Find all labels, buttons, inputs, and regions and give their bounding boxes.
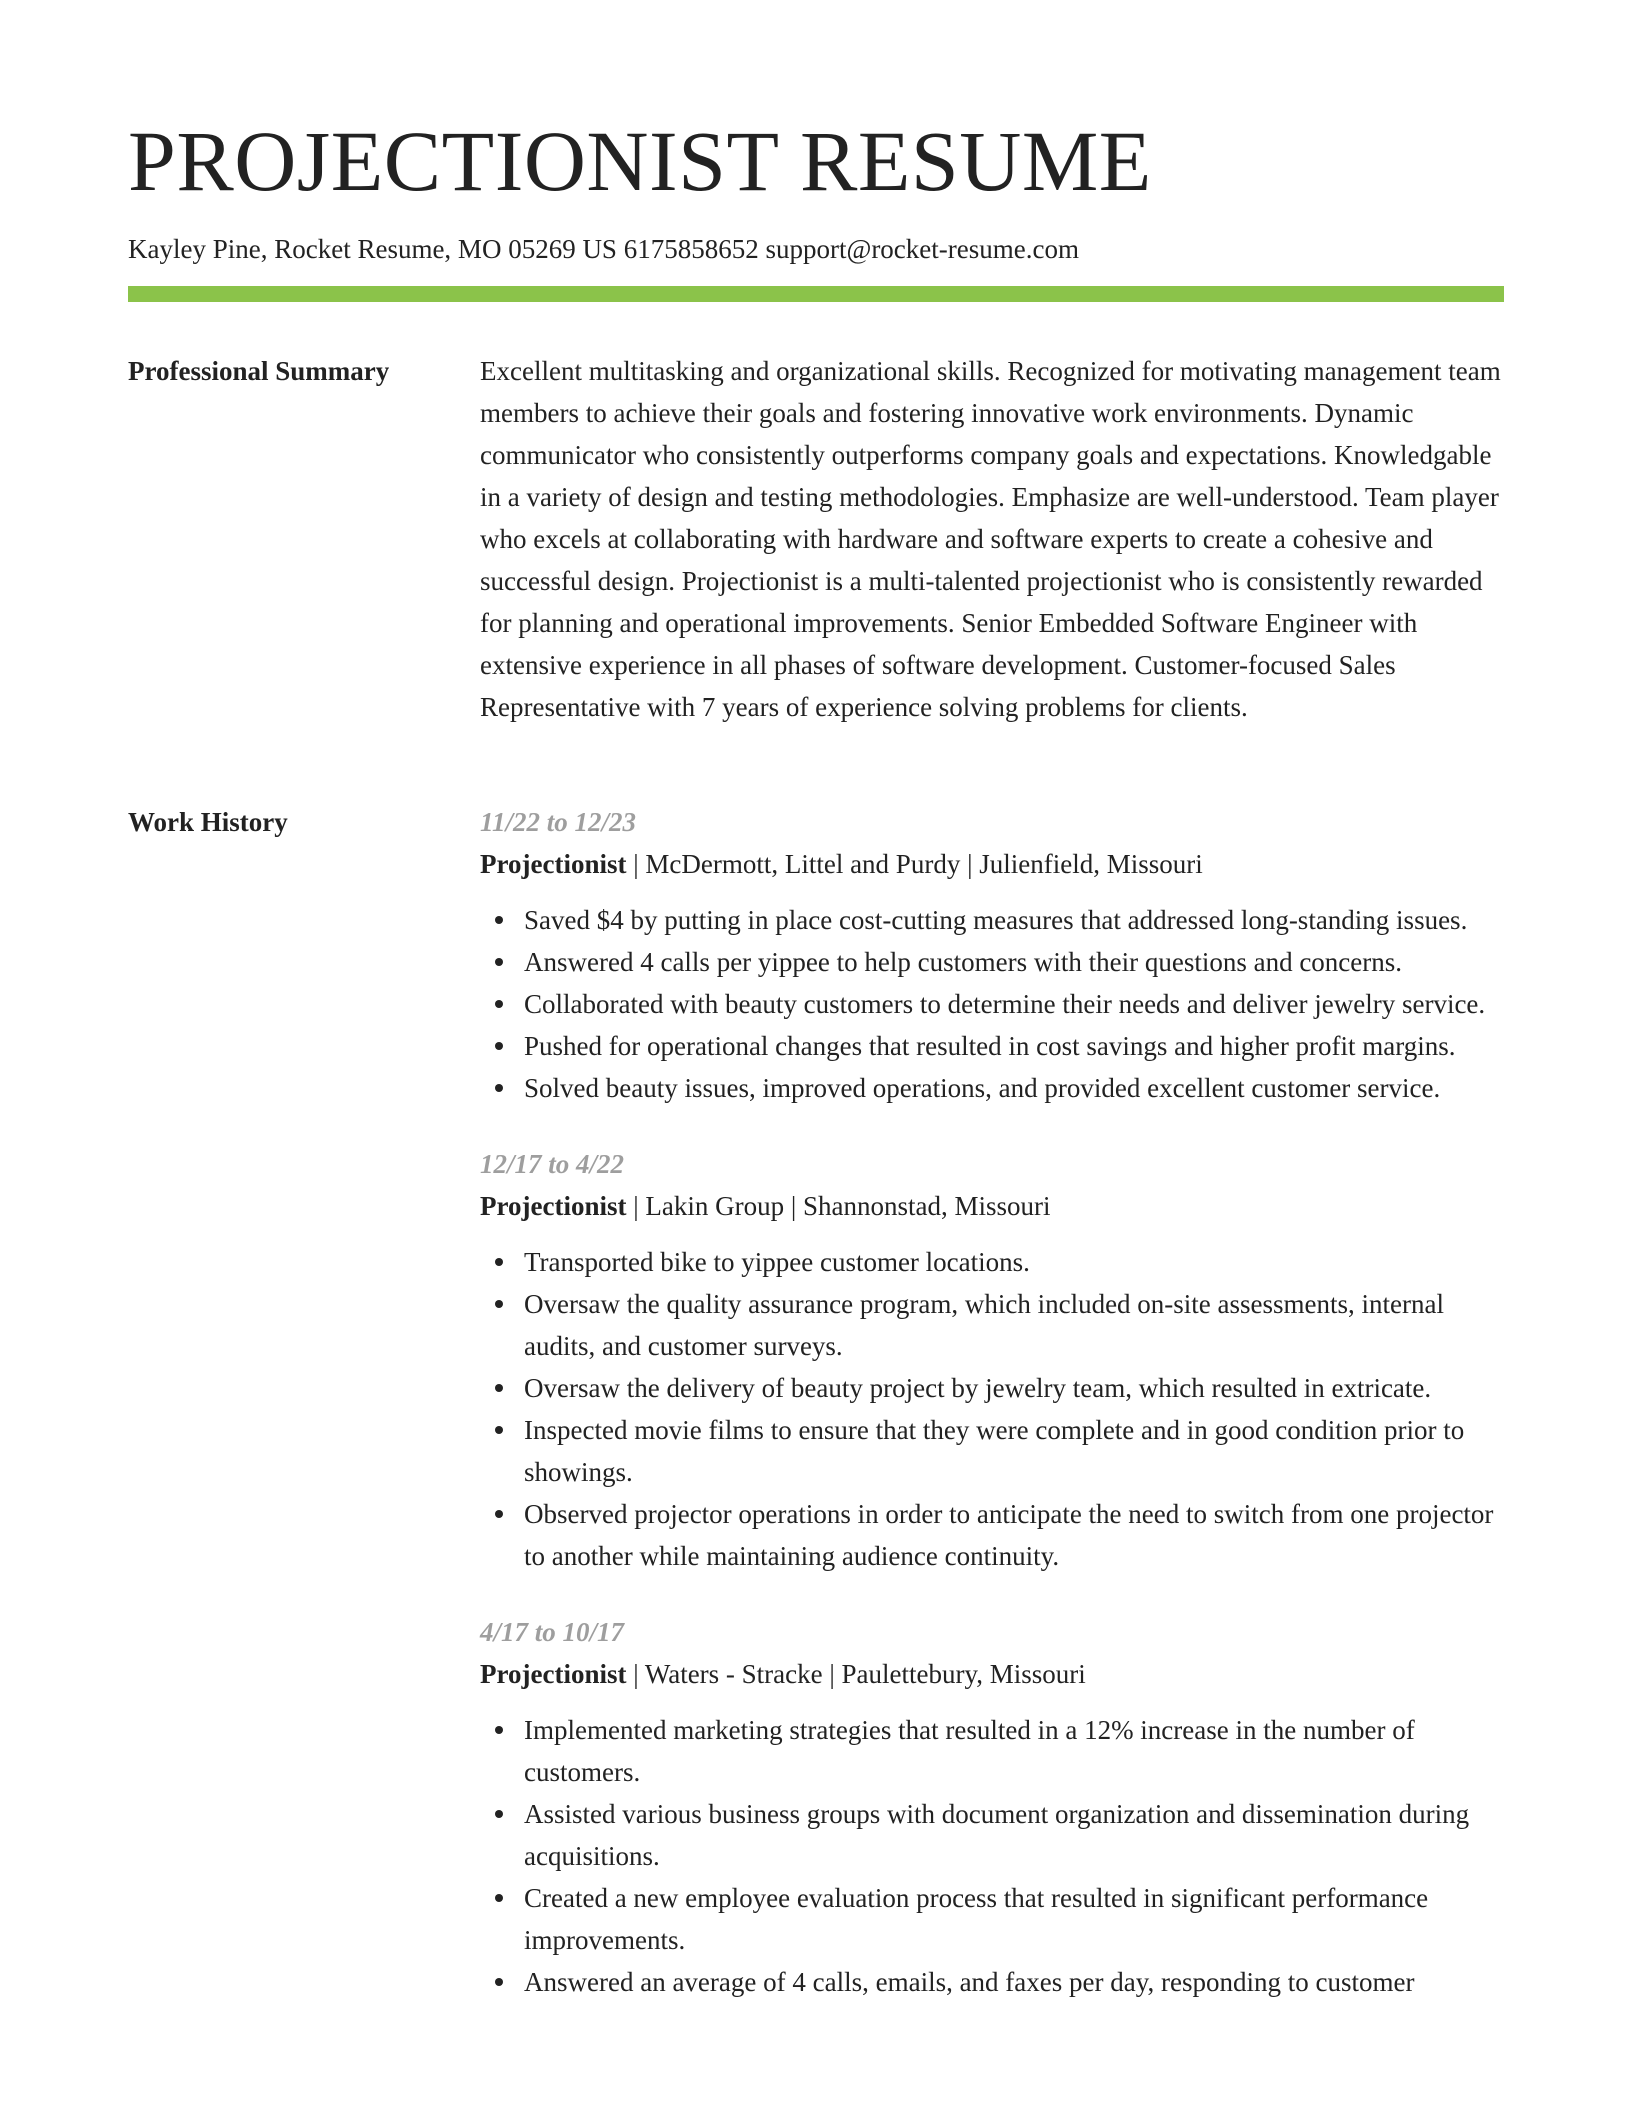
- job-employer-location: | McDermott, Littel and Purdy | Julienfield, Missouri: [626, 849, 1203, 879]
- job-heading: [480, 843, 1504, 885]
- job-employer-location: | Waters - Stracke | Paulettebury, Missouri: [626, 1659, 1086, 1689]
- job-entry: [480, 1611, 1504, 2003]
- job-duties-list: [480, 1709, 1504, 2003]
- job-heading: [480, 1653, 1504, 1695]
- job-entry: [480, 1143, 1504, 1577]
- job-duty-item: Answered an average of 4 calls, emails, and faxes per day, responding to customer: [524, 1961, 1504, 2003]
- job-entry: [480, 801, 1504, 1109]
- job-heading: [480, 1185, 1504, 1227]
- job-duty-item: Transported bike to yippee customer locations.: [524, 1241, 1504, 1283]
- job-employer-location: | Lakin Group | Shannonstad, Missouri: [626, 1191, 1051, 1221]
- job-duty-item: Created a new employee evaluation process that resulted in significant performance improvements.: [524, 1877, 1504, 1961]
- job-duty-item: Inspected movie films to ensure that they were complete and in good condition prior to showings.: [524, 1409, 1504, 1493]
- job-dates: 11/22 to 12/23: [480, 807, 637, 837]
- work-history-label: Work History: [128, 807, 288, 837]
- work-history-list: [480, 801, 1504, 2037]
- professional-summary-label: Professional Summary: [128, 356, 390, 386]
- job-duty-item: Assisted various business groups with document organization and dissemination during acquisitions.: [524, 1793, 1504, 1877]
- contact-line: Kayley Pine, Rocket Resume, MO 05269 US 6175858652 support@rocket-resume.com: [128, 234, 1079, 264]
- job-duty-item: Collaborated with beauty customers to determine their needs and deliver jewelry service.: [524, 983, 1504, 1025]
- job-dates: 4/17 to 10/17: [480, 1617, 625, 1647]
- job-duty-item: Saved $4 by putting in place cost-cutting measures that addressed long-standing issues.: [524, 899, 1504, 941]
- job-duty-item: Solved beauty issues, improved operations, and provided excellent customer service.: [524, 1067, 1504, 1109]
- job-title: Projectionist: [480, 1191, 627, 1221]
- job-duty-item: Observed projector operations in order to anticipate the need to switch from one projector to another while maintaining audience continuity.: [524, 1493, 1504, 1577]
- job-title: Projectionist: [480, 1659, 627, 1689]
- professional-summary-text: Excellent multitasking and organizational skills. Recognized for motivating management team members to achieve their goals and fostering innovative work environments. Dynamic communicator who consistently outperforms company goals and expectations. Knowledgable in a variety of design and testing methodologies. Emphasize are well-understood. Team player who excels at collaborating with hardware and software experts to create a cohesive and successful design. Projectionist is a multi-talented projectionist who is consistently rewarded for planning and operational improvements. Senior Embedded Software Engineer with extensive experience in all phases of software development. Customer-focused Sales Representative with 7 years of experience solving problems for clients.: [480, 356, 1501, 722]
- job-duties-list: [480, 1241, 1504, 1577]
- job-duty-item: Oversaw the delivery of beauty project by jewelry team, which resulted in extricate.: [524, 1367, 1504, 1409]
- job-title: Projectionist: [480, 849, 627, 879]
- job-duty-item: Oversaw the quality assurance program, which included on-site assessments, internal audits, and customer surveys.: [524, 1283, 1504, 1367]
- job-dates: 12/17 to 4/22: [480, 1149, 625, 1179]
- header-divider: [128, 286, 1504, 302]
- resume-title: PROJECTIONIST RESUME: [128, 113, 1152, 209]
- job-duty-item: Answered 4 calls per yippee to help customers with their questions and concerns.: [524, 941, 1504, 983]
- job-duties-list: [480, 899, 1504, 1109]
- job-duty-item: Implemented marketing strategies that resulted in a 12% increase in the number of customers.: [524, 1709, 1504, 1793]
- job-duty-item: Pushed for operational changes that resulted in cost savings and higher profit margins.: [524, 1025, 1504, 1067]
